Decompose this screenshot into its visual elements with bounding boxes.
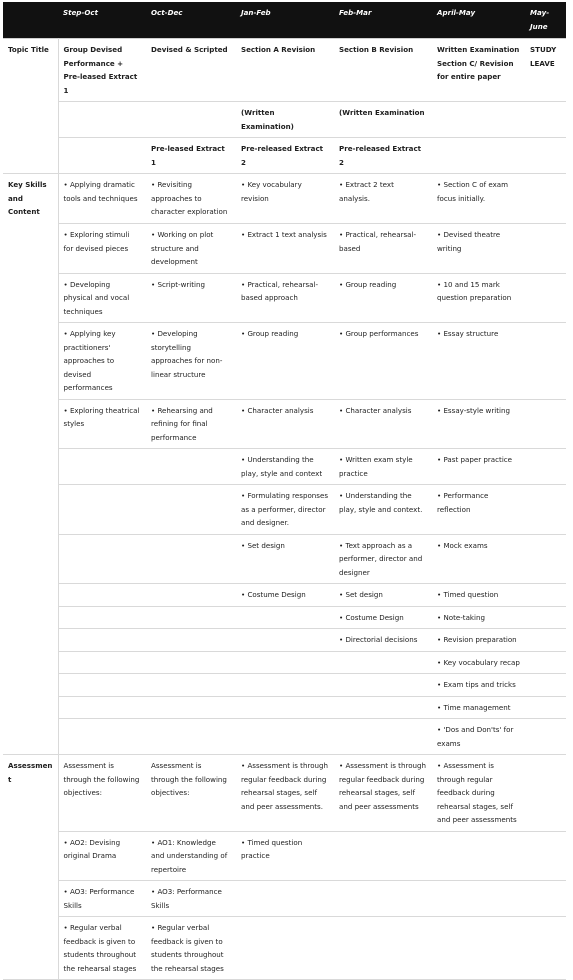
skills-cell: • Set design xyxy=(339,590,383,599)
skills-cell: • Developing physical and vocal techniques xyxy=(63,279,130,316)
skills-row xyxy=(3,674,566,697)
skills-cell xyxy=(58,534,146,584)
assessment-cell xyxy=(525,917,566,980)
topic-cell: Pre-released Extract 2 xyxy=(339,144,422,167)
skills-cell: • Essay structure xyxy=(437,329,499,338)
assessment-cell xyxy=(334,831,432,881)
topic-cell: Pre-leased Extract 1 xyxy=(151,144,225,167)
assessment-cell: • AO2: Devising original Drama xyxy=(63,837,121,860)
assessment-cell xyxy=(525,831,566,881)
assessment-cell xyxy=(432,917,525,980)
skills-row xyxy=(3,606,566,629)
skills-cell xyxy=(58,674,146,697)
topic-cell: (Written Examination xyxy=(339,108,425,117)
skills-cell xyxy=(525,651,566,674)
header-cell-jan-feb: Jan-Feb xyxy=(236,2,334,39)
assessment-cell: • Regular verbal feedback is given to students throughout the rehearsal stages xyxy=(63,923,137,973)
assessment-cell xyxy=(334,917,432,980)
skills-cell: • Performance reflection xyxy=(437,491,489,514)
assessment-row xyxy=(3,881,566,917)
skills-cell: • Time management xyxy=(437,702,511,712)
skills-cell: • Practical, rehearsal-based approach xyxy=(241,279,319,302)
assessment-cell: • AO1: Knowledge and understanding of repertoire xyxy=(151,837,228,874)
skills-cell xyxy=(236,629,334,652)
assessment-cell: • Assessment is through regular feedback during rehearsal stages, self and peer assessments xyxy=(339,761,427,811)
skills-cell: • Mock exams xyxy=(437,540,488,550)
skills-cell: • Directorial decisions xyxy=(339,635,418,644)
skills-cell xyxy=(146,651,236,674)
skills-cell: • Character analysis xyxy=(241,405,314,415)
skills-cell xyxy=(236,719,334,755)
assessment-cell xyxy=(432,831,525,881)
topic-cell: Written Examination Section C/ Revision for entire paper xyxy=(437,45,520,81)
skills-cell: • Formulating responses as a performer, director and designer. xyxy=(241,491,329,527)
assessment-cell: • Regular verbal feedback is given to students throughout the rehearsal stages xyxy=(151,923,224,973)
skills-cell xyxy=(58,696,146,719)
skills-cell xyxy=(58,485,146,535)
assessment-cell: • Assessment is through regular feedback during rehearsal stages, self and peer assessments xyxy=(437,761,517,824)
skills-cell: • Understanding the play, style and context xyxy=(241,455,323,478)
skills-cell xyxy=(525,399,566,449)
skills-row xyxy=(3,224,566,274)
header-cell-empty xyxy=(3,2,58,39)
header-cell-may-june: May-June xyxy=(525,2,566,39)
skills-cell: • Revision preparation xyxy=(437,635,517,644)
skills-cell xyxy=(58,629,146,652)
skills-cell xyxy=(334,651,432,674)
topic-cell: Devised & Scripted xyxy=(151,45,228,54)
skills-cell: • Key vocabulary revision xyxy=(241,180,302,203)
assessment-cell: • AO3: Performance Skills xyxy=(151,887,222,910)
table-body xyxy=(3,39,566,980)
skills-cell: • 10 and 15 mark question preparation xyxy=(437,279,512,302)
skills-cell: • Character analysis xyxy=(339,405,412,415)
topic-cell: Group Devised Performance + Pre-leased Extract 1 xyxy=(63,45,138,95)
skills-cell: • Costume Design xyxy=(339,612,404,622)
skills-cell: • Group performances xyxy=(339,329,419,338)
assessment-cell xyxy=(432,881,525,917)
skills-cell: • Applying dramatic tools and techniques xyxy=(63,180,138,203)
skills-cell xyxy=(236,696,334,719)
skills-row xyxy=(3,174,566,224)
topic-cell xyxy=(146,102,236,138)
skills-cell xyxy=(58,606,146,629)
skills-row-heading: Key Skills and Content xyxy=(3,174,58,755)
skills-cell xyxy=(525,584,566,607)
topic-row xyxy=(3,39,566,102)
topic-cell xyxy=(58,102,146,138)
skills-cell xyxy=(334,674,432,697)
skills-row xyxy=(3,323,566,400)
skills-cell: • Devised theatre writing xyxy=(437,230,501,253)
skills-cell: • Rehearsing and refining for final performance xyxy=(151,405,213,442)
skills-cell xyxy=(525,485,566,535)
skills-cell xyxy=(146,534,236,584)
assessment-cell xyxy=(525,755,566,832)
skills-cell xyxy=(525,224,566,274)
topic-cell xyxy=(58,138,146,174)
skills-cell xyxy=(236,651,334,674)
skills-cell xyxy=(58,584,146,607)
topic-row xyxy=(3,138,566,174)
skills-cell xyxy=(146,719,236,755)
skills-row xyxy=(3,449,566,485)
topic-cell: Section B Revision xyxy=(339,45,414,54)
skills-cell xyxy=(146,674,236,697)
skills-cell xyxy=(525,606,566,629)
skills-cell: • Text approach as a performer, director and designer xyxy=(339,540,423,577)
assessment-cell xyxy=(525,881,566,917)
skills-cell xyxy=(236,606,334,629)
skills-cell xyxy=(525,719,566,755)
skills-cell: • Extract 1 text analysis xyxy=(241,230,327,239)
skills-cell xyxy=(525,323,566,400)
header-cell-april-may: April-May xyxy=(432,2,525,39)
skills-cell: • Exam tips and tricks xyxy=(437,680,516,689)
skills-cell xyxy=(525,449,566,485)
topic-cell xyxy=(525,102,566,138)
skills-cell xyxy=(58,449,146,485)
table-header xyxy=(3,2,566,39)
header-cell-oct-dec: Oct-Dec xyxy=(146,2,236,39)
skills-cell: • Exploring theatrical styles xyxy=(63,405,140,428)
topic-cell xyxy=(525,138,566,174)
skills-row xyxy=(3,696,566,719)
skills-cell: • Understanding the play, style and context. xyxy=(339,491,423,514)
assessment-cell xyxy=(236,917,334,980)
skills-row xyxy=(3,584,566,607)
assessment-row xyxy=(3,755,566,832)
skills-cell xyxy=(525,174,566,224)
topic-cell xyxy=(432,102,525,138)
assessment-cell: • Timed question practice xyxy=(241,837,303,860)
skills-cell: • Set design xyxy=(241,540,285,550)
topic-cell: (Written Examination) xyxy=(241,108,294,131)
skills-cell: • Section C of exam focus initially. xyxy=(437,180,509,203)
topic-cell: Section A Revision xyxy=(241,45,316,54)
skills-cell: • Essay-style writing xyxy=(437,405,510,415)
skills-row xyxy=(3,719,566,755)
skills-cell xyxy=(146,485,236,535)
skills-cell: • Revisiting approaches to character exploration xyxy=(151,180,228,216)
curriculum-table xyxy=(3,2,566,980)
skills-cell xyxy=(146,696,236,719)
assessment-cell: Assessment is through the following objectives: xyxy=(151,761,227,797)
assessment-cell: • AO3: Performance Skills xyxy=(63,887,135,910)
skills-cell: • Costume Design xyxy=(241,590,306,599)
skills-cell xyxy=(146,449,236,485)
skills-cell: • Group reading xyxy=(241,329,299,338)
skills-cell: • Exploring stimuli for devised pieces xyxy=(63,230,130,253)
assessment-cell: Assessment is through the following objectives: xyxy=(63,761,140,797)
header-cell-step-oct: Step-Oct xyxy=(58,2,146,39)
skills-cell: • Timed question xyxy=(437,590,499,599)
skills-cell: • Key vocabulary recap xyxy=(437,657,520,667)
skills-cell: • Applying key practitioners' approaches to devised performances xyxy=(63,329,116,392)
assessment-row-heading: Assessment xyxy=(3,755,58,980)
skills-cell xyxy=(146,584,236,607)
skills-cell xyxy=(146,629,236,652)
skills-cell xyxy=(525,696,566,719)
skills-cell: • Group reading xyxy=(339,279,397,289)
topic-row-heading: Topic Title xyxy=(3,39,58,174)
topic-cell: STUDY LEAVE xyxy=(530,45,557,68)
assessment-row xyxy=(3,831,566,881)
skills-row xyxy=(3,651,566,674)
skills-cell: • Past paper practice xyxy=(437,455,513,464)
skills-cell: • Developing storytelling approaches for non-linear structure xyxy=(151,329,223,379)
assessment-row xyxy=(3,917,566,980)
skills-cell xyxy=(334,696,432,719)
skills-row xyxy=(3,534,566,584)
assessment-cell: • Assessment is through regular feedback during rehearsal stages, self and peer assessments. xyxy=(241,761,329,811)
assessment-cell xyxy=(236,881,334,917)
skills-row xyxy=(3,273,566,323)
skills-cell: • 'Dos and Don'ts' for exams xyxy=(437,725,514,748)
skills-cell xyxy=(525,534,566,584)
skills-cell xyxy=(525,273,566,323)
skills-cell xyxy=(236,674,334,697)
skills-row xyxy=(3,629,566,652)
skills-cell: • Working on plot structure and development xyxy=(151,230,214,266)
skills-row xyxy=(3,485,566,535)
topic-row xyxy=(3,102,566,138)
skills-cell: • Written exam style practice xyxy=(339,455,413,478)
skills-cell xyxy=(525,629,566,652)
header-row xyxy=(3,2,566,39)
assessment-cell xyxy=(334,881,432,917)
header-cell-feb-mar: Feb-Mar xyxy=(334,2,432,39)
skills-cell xyxy=(58,651,146,674)
topic-cell xyxy=(432,138,525,174)
skills-cell: • Extract 2 text analysis. xyxy=(339,180,394,203)
topic-cell: Pre-released Extract 2 xyxy=(241,144,324,167)
skills-cell xyxy=(334,719,432,755)
skills-cell: • Practical, rehearsal-based xyxy=(339,230,417,253)
skills-row xyxy=(3,399,566,449)
skills-cell xyxy=(146,606,236,629)
skills-cell: • Script-writing xyxy=(151,279,206,289)
skills-cell xyxy=(58,719,146,755)
skills-cell: • Note-taking xyxy=(437,612,485,622)
skills-cell xyxy=(525,674,566,697)
